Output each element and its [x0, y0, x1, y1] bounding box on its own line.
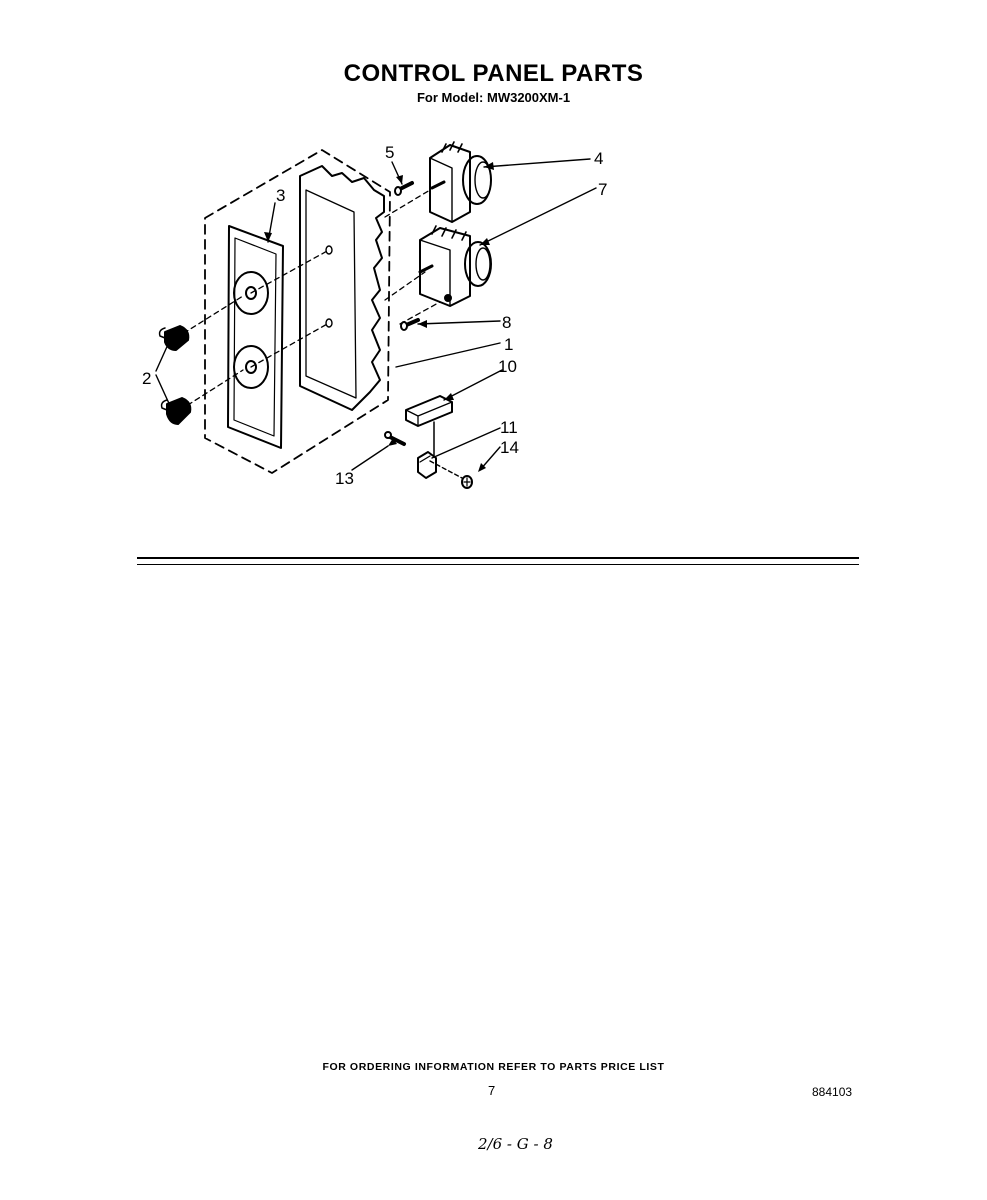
model-subtitle: For Model: MW3200XM-1	[416, 90, 571, 105]
page-title: CONTROL PANEL PARTS	[343, 60, 644, 87]
callout-5: 5	[385, 143, 395, 162]
timer-switch-part-4	[430, 142, 491, 222]
page-number: 7	[488, 1083, 496, 1098]
knob-part-upper	[160, 326, 189, 350]
divider-rule-thin	[137, 564, 859, 565]
callout-7: 7	[598, 180, 608, 199]
control-panel-housing-part	[300, 166, 384, 410]
screw-part-5	[395, 183, 412, 195]
screw-part-8	[401, 320, 418, 330]
callout-8: 8	[502, 313, 512, 332]
bracket-part-10	[406, 396, 452, 460]
callout-3: 3	[276, 186, 286, 205]
knob-part-lower	[162, 398, 191, 424]
callout-11: 11	[500, 418, 518, 437]
callout-10: 10	[498, 357, 517, 376]
callout-4: 4	[594, 149, 604, 168]
handwritten-note: 2/6 - G - 8	[478, 1135, 553, 1153]
nut-part-14	[462, 476, 472, 488]
ordering-info-note: FOR ORDERING INFORMATION REFER TO PARTS PRICE LIST	[322, 1061, 665, 1073]
divider-rule-thick	[137, 557, 859, 559]
callout-1: 1	[504, 335, 514, 354]
switch-part-7	[420, 226, 491, 306]
clip-part-11	[418, 452, 436, 478]
assembly-boundary	[205, 150, 390, 473]
document-number: 884103	[812, 1085, 853, 1099]
callout-14: 14	[500, 438, 519, 457]
faceplate-part	[228, 226, 283, 448]
callout-2: 2	[142, 369, 152, 388]
callout-13: 13	[335, 469, 354, 488]
